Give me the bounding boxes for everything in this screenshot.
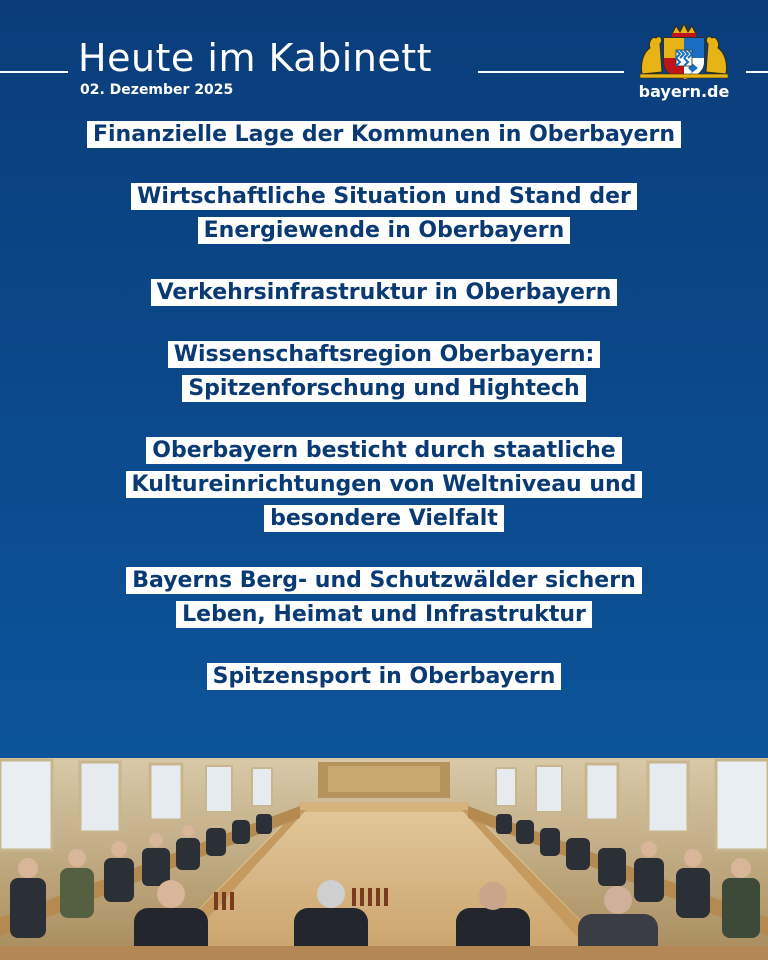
topic-line: besondere Vielfalt bbox=[264, 505, 504, 532]
header-rule-right bbox=[746, 71, 768, 73]
topic-line: Finanzielle Lage der Kommunen in Oberbayern bbox=[87, 121, 681, 148]
topic-line: Leben, Heimat und Infrastruktur bbox=[176, 601, 592, 628]
topic-line: Spitzensport in Oberbayern bbox=[207, 663, 562, 690]
topic-line: Oberbayern besticht durch staatliche bbox=[146, 437, 621, 464]
topic-item bbox=[168, 338, 601, 406]
topic-item bbox=[87, 118, 681, 152]
topic-item bbox=[126, 434, 643, 536]
header-rule-left bbox=[0, 71, 68, 73]
site-url: bayern.de bbox=[638, 82, 730, 101]
topic-item bbox=[207, 660, 562, 694]
topic-item bbox=[126, 564, 641, 632]
topic-line: Energiewende in Oberbayern bbox=[198, 217, 571, 244]
topic-line: Bayerns Berg- und Schutzwälder sichern bbox=[126, 567, 641, 594]
topic-line: Spitzenforschung und Hightech bbox=[182, 375, 585, 402]
bavarian-coat-of-arms-icon bbox=[636, 22, 732, 80]
topic-list bbox=[0, 118, 768, 722]
page-title: Heute im Kabinett bbox=[78, 36, 433, 80]
date-label: 02. Dezember 2025 bbox=[80, 82, 234, 98]
topic-item bbox=[131, 180, 637, 248]
topic-line: Wirtschaftliche Situation und Stand der bbox=[131, 183, 637, 210]
topic-line: Kultureinrichtungen von Weltniveau und bbox=[126, 471, 643, 498]
topic-line: Verkehrsinfrastruktur in Oberbayern bbox=[151, 279, 618, 306]
header-rule-middle bbox=[478, 71, 624, 73]
topic-line: Wissenschaftsregion Oberbayern: bbox=[168, 341, 601, 368]
cabinet-meeting-photo bbox=[0, 758, 768, 960]
header bbox=[0, 0, 768, 120]
topic-item bbox=[151, 276, 618, 310]
